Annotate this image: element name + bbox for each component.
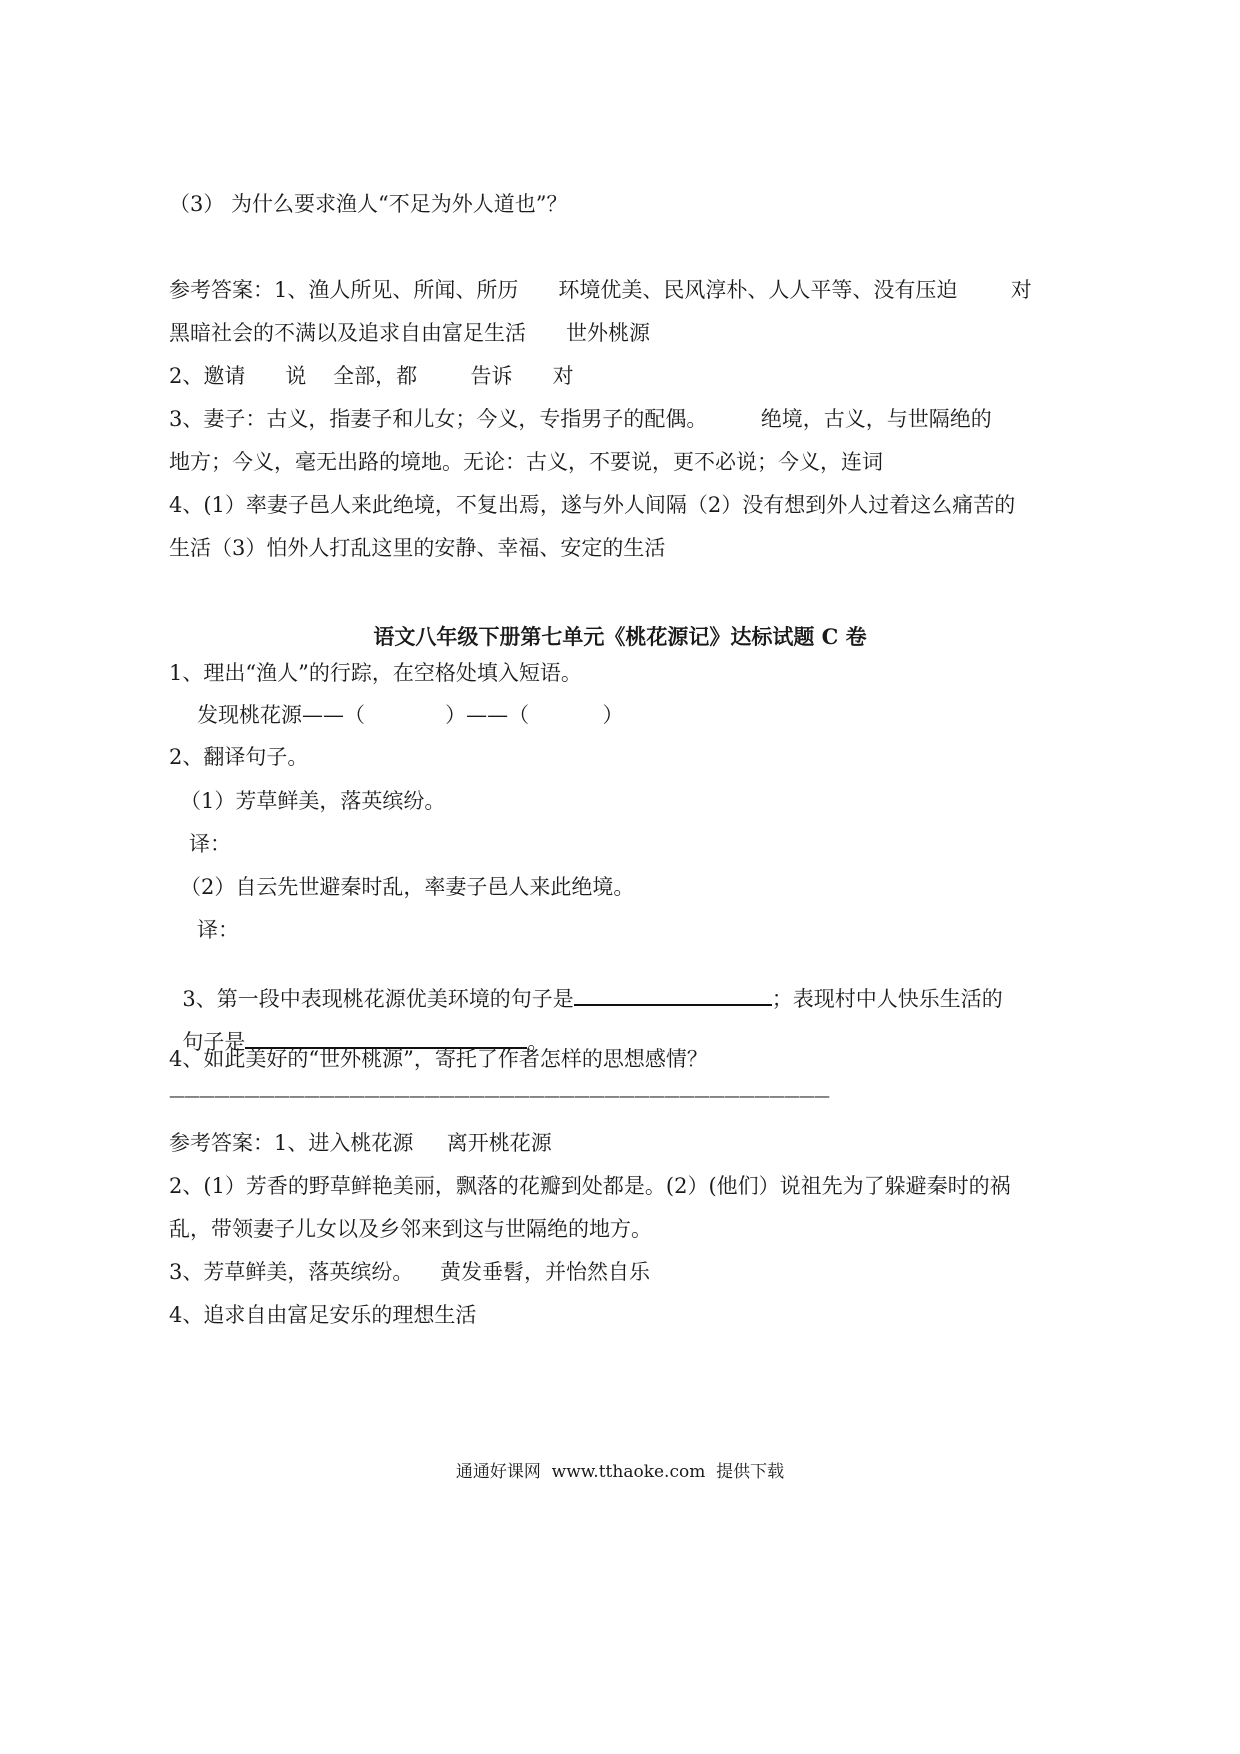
c-answer-2-line-1: 2、(1）芳香的野草鲜艳美丽，飘落的花瓣到处都是。(2）(他们）说祖先为了躲避秦时的祸 bbox=[169, 1174, 1011, 1198]
question-1-blank: 发现桃花源——（ ）——（ ） bbox=[197, 703, 624, 727]
answer-4-line-1: 4、(1）率妻子邑人来此绝境，不复出焉，遂与外人间隔（2）没有想到外人过着这么痛苦的 bbox=[169, 493, 1016, 517]
question-4: 4、如此美好的“世外桃源”，寄托了作者怎样的思想感情？ bbox=[169, 1047, 708, 1071]
c-answer-3: 3、芳草鲜美，落英缤纷。 黄发垂髫，并怡然自乐 bbox=[169, 1260, 651, 1284]
answer-1-line-1: 参考答案：1、渔人所见、所闻、所历 环境优美、民风淳朴、人人平等、没有压迫 对 bbox=[169, 278, 1032, 302]
answer-4-line-2: 生活（3）怕外人打乱这里的安静、幸福、安定的生活 bbox=[169, 536, 666, 560]
question-2-sentence-1: （1）芳草鲜美，落英缤纷。 bbox=[180, 789, 446, 813]
answer-3-line-1: 3、妻子：古义，指妻子和儿女；今义，专指男子的配偶。 绝境，古义，与世隔绝的 bbox=[169, 407, 992, 431]
question-3-prompt-a: 3、第一段中表现桃花源优美环境的句子是 bbox=[182, 987, 574, 1011]
question-1: 1、理出“渔人”的行踪，在空格处填入短语。 bbox=[169, 661, 582, 685]
question-3: （3） 为什么要求渔人“不足为外人道也”？ bbox=[169, 192, 568, 216]
question-2-sentence-2: （2）自云先世避秦时乱，率妻子邑人来此绝境。 bbox=[180, 875, 635, 899]
answer-line: ———————————————————————————————————————————— bbox=[169, 1088, 829, 1104]
c-answer-2-line-2: 乱，带领妻子儿女以及乡邻来到这与世隔绝的地方。 bbox=[169, 1217, 652, 1241]
question-3-line-2 bbox=[169, 1006, 548, 1053]
answer-blank-1[interactable] bbox=[574, 984, 772, 1006]
c-answer-4: 4、追求自由富足安乐的理想生活 bbox=[169, 1303, 477, 1327]
question-3-prompt-c: 句子是 bbox=[182, 1030, 246, 1054]
footer-text: 通通好课网 www.tthaoke.com 提供下载 bbox=[455, 1462, 785, 1482]
answer-blank-2[interactable] bbox=[245, 1027, 527, 1049]
question-2-translation-1: 译： bbox=[189, 832, 231, 856]
answer-2: 2、邀请 说 全部，都 告诉 对 bbox=[169, 364, 574, 388]
answer-3-line-2: 地方；今义，毫无出路的境地。无论：古义，不要说，更不必说；今义，连词 bbox=[169, 450, 883, 474]
section-title: 语文八年级下册第七单元《桃花源记》达标试题 C 卷 bbox=[373, 624, 867, 649]
question-3-prompt-d: 。 bbox=[527, 1030, 549, 1054]
question-3-line-1 bbox=[169, 963, 1003, 1010]
answer-1-line-2: 黑暗社会的不满以及追求自由富足生活 世外桃源 bbox=[169, 321, 651, 345]
question-2: 2、翻译句子。 bbox=[169, 745, 309, 769]
question-3-prompt-b: ；表现村中人快乐生活的 bbox=[771, 987, 1003, 1011]
question-2-translation-2: 译： bbox=[197, 918, 239, 942]
c-answer-1: 参考答案：1、进入桃花源 离开桃花源 bbox=[169, 1131, 552, 1155]
